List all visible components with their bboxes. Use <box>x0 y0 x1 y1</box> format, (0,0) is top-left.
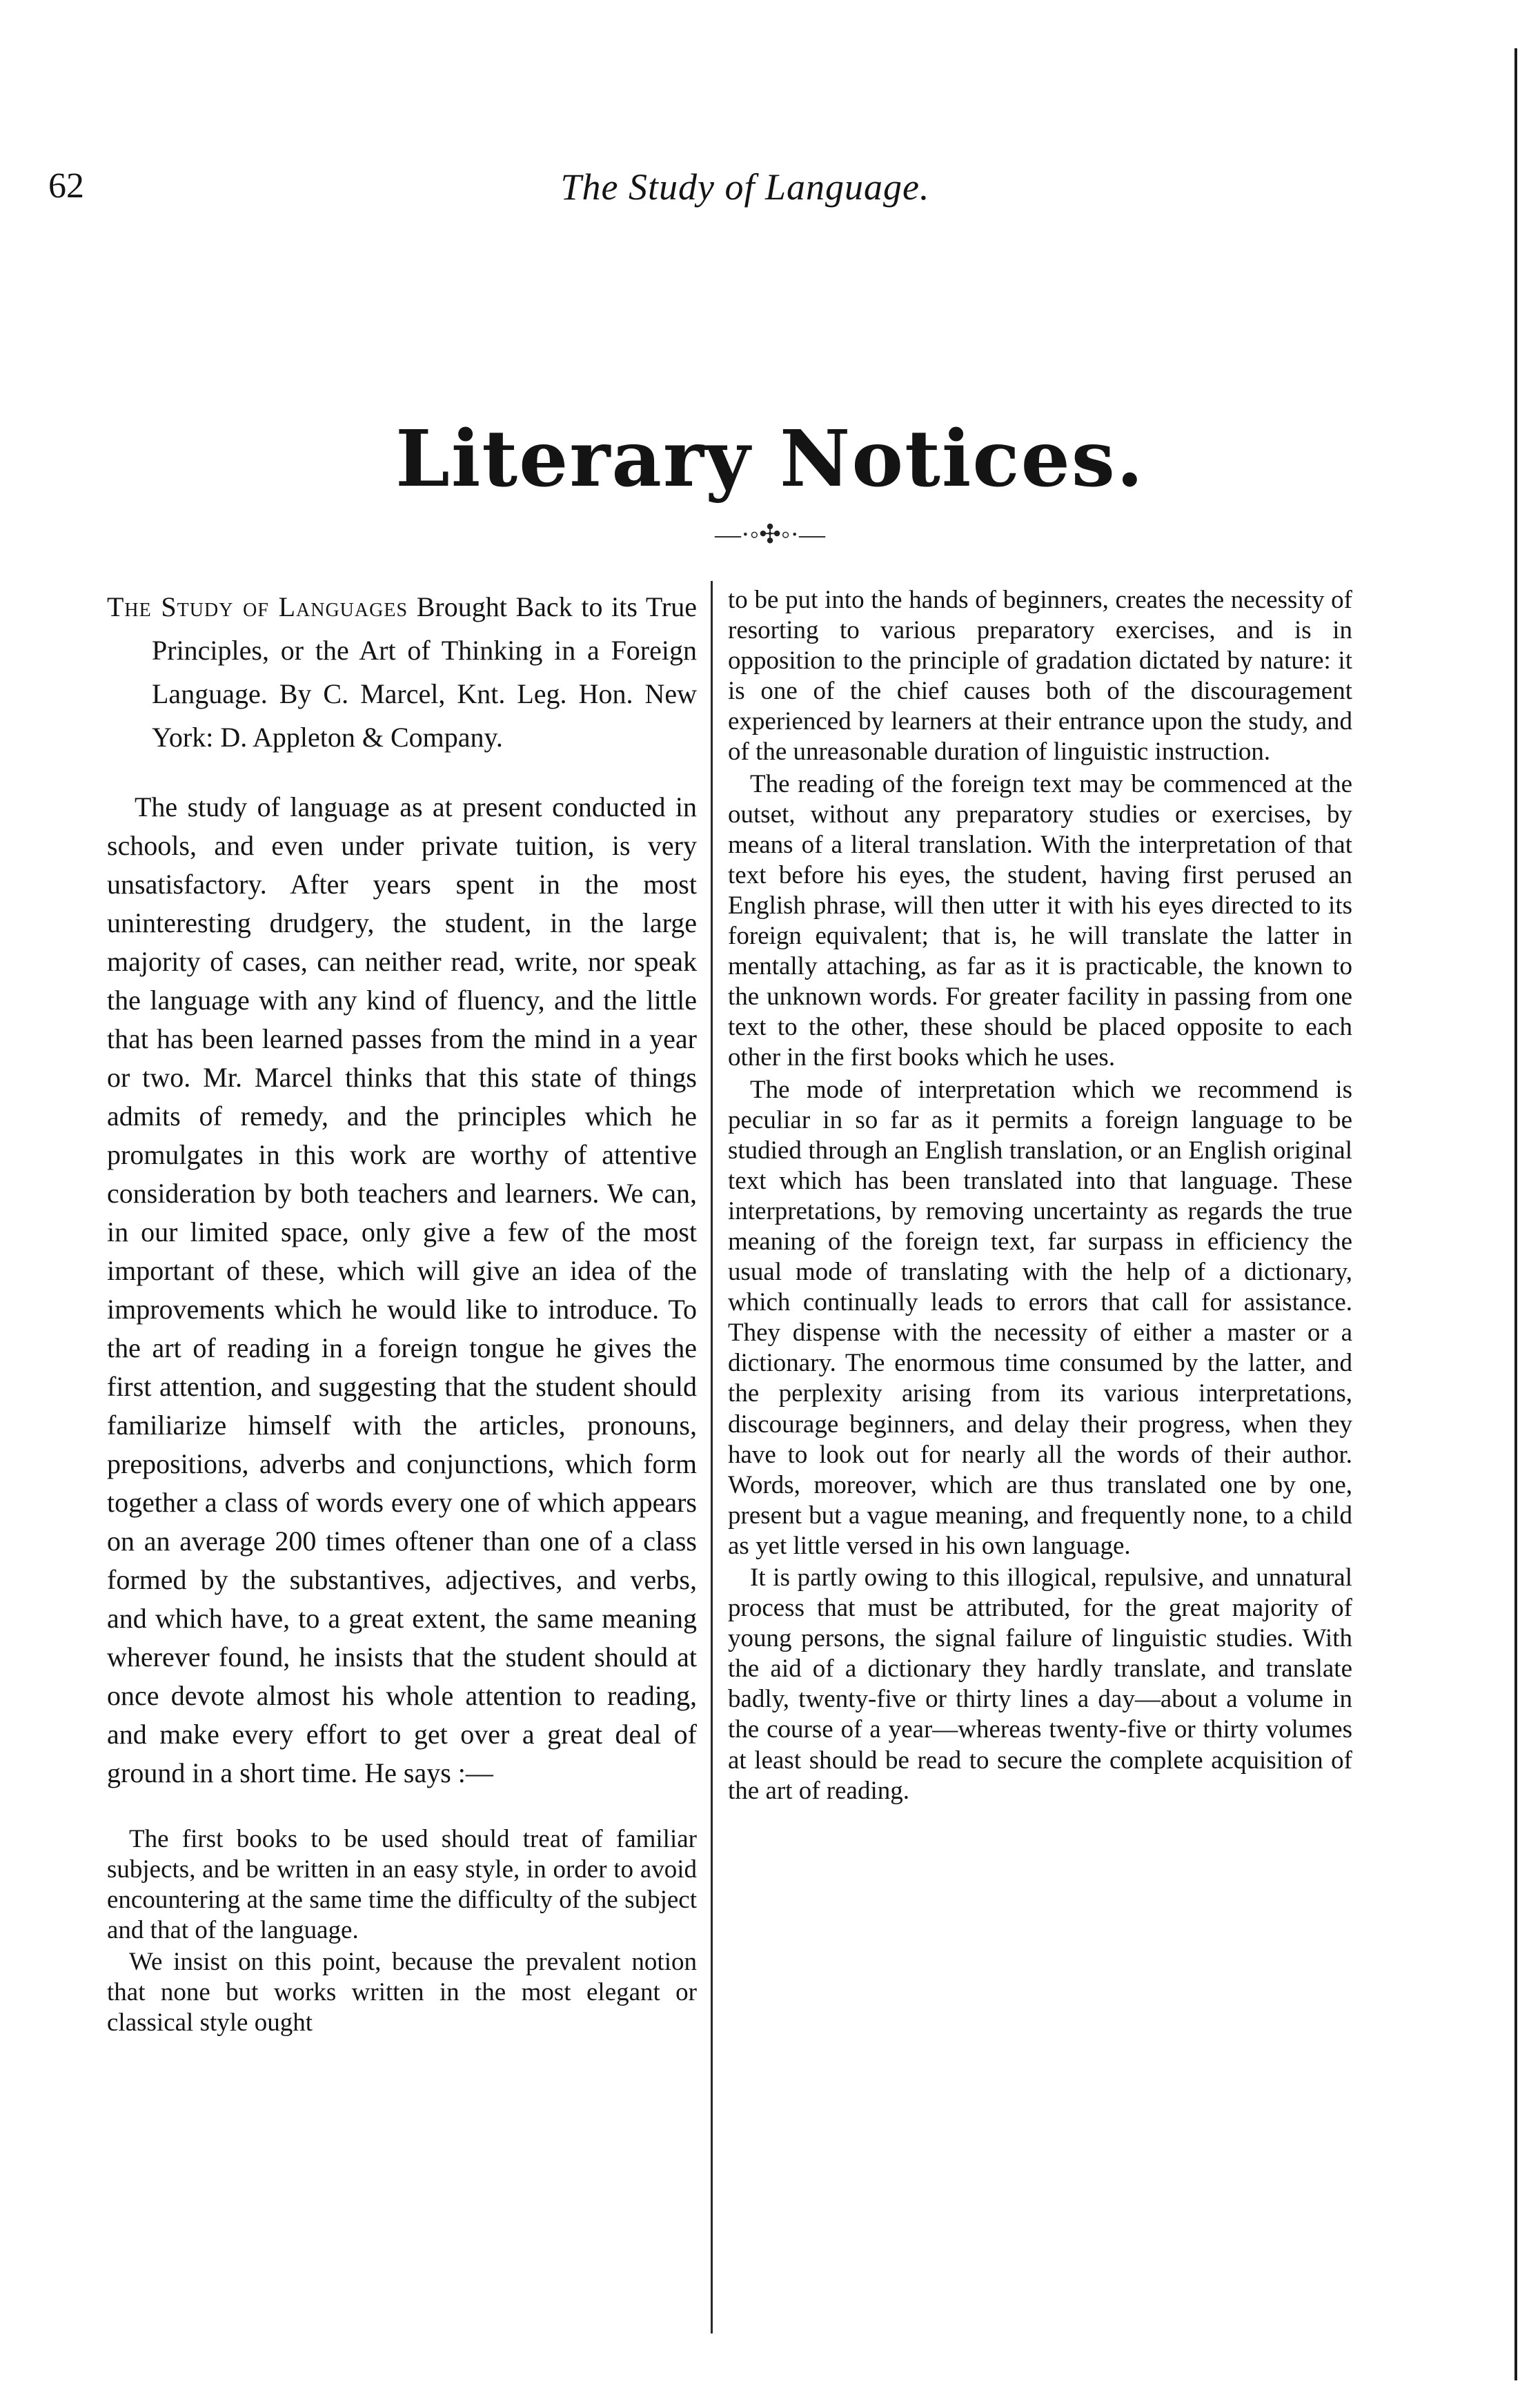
page-header <box>41 166 1449 221</box>
page-edge-rule <box>1514 48 1517 2380</box>
quote-paragraph: to be put into the hands of beginners, creates the necessity of resorting to various preparatory exercises, and is in opposition to the principle of gradation dictated by nature: it is one of the chief causes both of the discouragement experienced by learners at their entrance upon the study, and of the unreasonable duration of linguistic instruction. <box>728 586 1352 767</box>
running-title: The Study of Language. <box>560 166 930 208</box>
book-citation <box>107 585 697 759</box>
page-number: 62 <box>48 166 84 206</box>
column-rule <box>711 581 713 2333</box>
quote-paragraph: We insist on this point, because the prevalent notion that none but works written in the most elegant or classical style ought <box>107 1948 697 2037</box>
quote-paragraph: The mode of interpretation which we recommend is peculiar in so far as it permits a foreign language to be studied through an English translation, or an English original text which has been translated into that language. These interpretations, by removing uncertainty as regards the true meaning of the foreign text, far surpass in efficiency the usual mode of translating with the help of a dictionary, which continually leads to errors that call for assistance. They dispense with the necessity of either a master or a dictionary. The enormous time consumed by the latter, and the perplexity arising from its various interpretations, discourage beginners, and delay their progress, when they have to look out for nearly all the words of their author. Words, moreover, which are thus translated one by one, present but a vague meaning, and frequently none, to a child as yet little versed in his own language. <box>728 1075 1352 1560</box>
quote-paragraph: The reading of the foreign text may be commenced at the outset, without any preparatory studies or exercises, by means of a literal translation. With the interpretation of that text before his eyes, the student, having first perused an English phrase, will then utter it with his eyes directed to its foreign equivalent; that is, he will translate the latter in mentally attaching, as far as it is practicable, the known to the unknown words. For greater facility in passing from one text to the other, these should be placed opposite to each other in the first books which he uses. <box>728 769 1352 1072</box>
left-column <box>107 585 697 2038</box>
quote-paragraph: It is partly owing to this illogical, repulsive, and unnatural process that must be attributed, for the great majority of young persons, the signal failure of linguistic studies. With the aid of a dictionary they hardly translate, and translate badly, twenty-five or thirty lines a day—about a volume in the course of a year—whereas twenty-five or thirty volumes at least should be read to secure the complete acquisition of the art of reading. <box>728 1563 1352 1805</box>
ornament-divider: —·◦✣◦·— <box>714 520 826 549</box>
section-title: Literary Notices. <box>395 414 1145 504</box>
right-column <box>728 585 1352 1806</box>
review-paragraph: The study of language as at present conducted in schools, and even under private tuition, is very unsatisfactory. After years spent in the most uninteresting drudgery, the student, in the large majority of cases, can neither read, write, nor speak the language with any kind of fluency, and the little that has been learned passes from the mind in a year or two. Mr. Marcel thinks that this state of things admits of remedy, and the principles which he promulgates in this work are worthy of attentive consideration by both teachers and learners. We can, in our limited space, only give a few of the most important of these, which will give an idea of the improvements which he would like to introduce. To the art of reading in a foreign tongue he gives the first attention, and suggesting that the student should familiarize himself with the articles, pronouns, prepositions, adverbs and conjunctions, which form together a class of words every one of which appears on an average 200 times oftener than one of a class formed by the substantives, adjectives, and verbs, and which have, to a great extent, the same meaning wherever found, he insists that the student should at once devote almost his whole attention to reading, and make every effort to get over a great deal of ground in a short time. He says :— <box>107 791 697 1788</box>
quote-paragraph: The first books to be used should treat of familiar subjects, and be written in an easy style, in order to avoid encountering at the same time the difficulty of the subject and that of the language. <box>107 1825 697 1944</box>
citation-title: The Study of Languages <box>107 591 408 622</box>
citation-details: Brought Back to its True Principles, or the Art of Thinking in a Foreign Language. By C. Marcel, Knt. Leg. Hon. New York: D. Appleton & Company. <box>152 591 697 753</box>
